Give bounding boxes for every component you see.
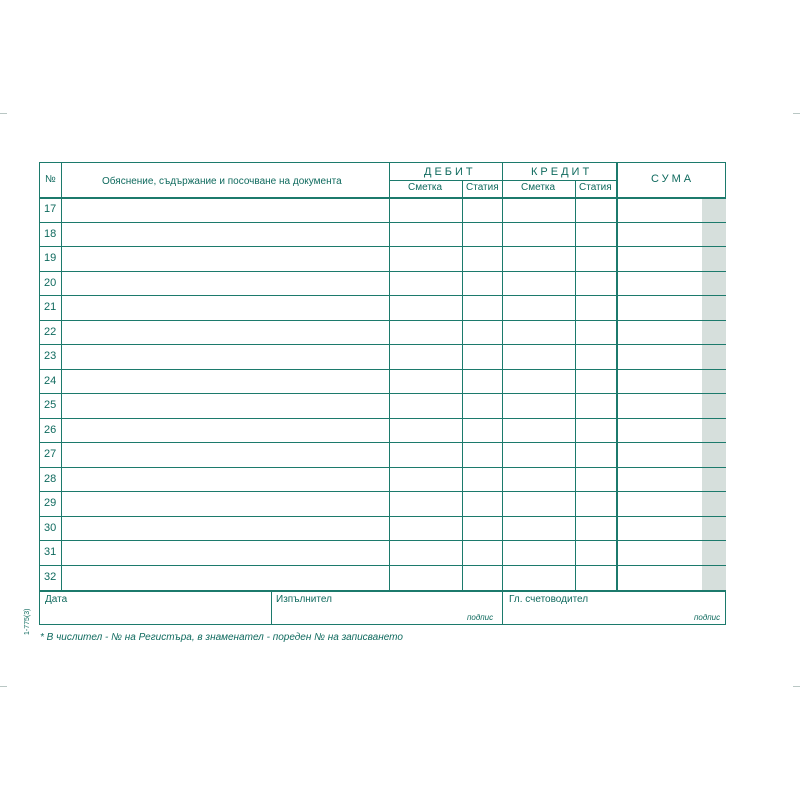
table-row [40,370,726,395]
header-sum: СУМА [651,173,695,185]
row-number: 27 [44,448,57,460]
footer-executor: Изпълнител [276,594,332,605]
table-row [40,492,726,517]
header-description: Обяснение, съдържание и посочване на документа [102,176,342,187]
journal-form [39,162,726,625]
footer-executor-signature: подпис [467,613,494,622]
row-number: 18 [44,227,57,240]
row-number: 23 [44,350,57,362]
table-row [40,394,726,419]
row-number: 22 [44,325,57,338]
row-number: 28 [44,472,57,485]
table-row [40,468,726,493]
table-row [40,443,726,468]
header-num: № [45,174,56,185]
table-row [40,517,726,542]
footer-chief-signature: подпис [694,613,721,622]
footer-chief-accountant: Гл. счетоводител [509,594,589,605]
header-credit: КРЕДИТ [531,166,593,178]
row-number: 32 [44,570,57,583]
crop-mark [793,113,800,114]
footnote: * В числител - № на Регистъра, в знаменател - пореден № на записването [40,632,403,643]
row-number: 19 [44,252,57,264]
header-debit-account: Сметка [408,182,443,193]
header-debit-article: Статия [466,182,499,193]
row-number: 20 [44,276,57,289]
table-row [40,566,726,591]
table-row [40,345,726,370]
table-row [40,541,726,566]
crop-mark [793,686,800,687]
header-debit: ДЕБИТ [424,166,476,178]
row-number: 25 [44,399,57,411]
footer-date: Дата [45,594,68,605]
row-number: 24 [44,374,57,387]
crop-mark [0,686,7,687]
table-row [40,198,726,223]
row-number: 29 [44,497,57,509]
header-credit-article: Статия [579,182,612,193]
footer-divider [271,590,272,625]
table-row [40,272,726,297]
row-number: 17 [44,203,57,215]
table-row [40,419,726,444]
table-row [40,223,726,248]
table-row [40,321,726,346]
row-number: 30 [44,521,57,534]
header-credit-account: Сметка [521,182,556,193]
row-number: 31 [44,546,57,558]
crop-mark [0,113,7,114]
footer-top [40,590,726,592]
row-number: 26 [44,423,57,436]
header-subline [389,180,616,181]
form-code: 1-775(3) [24,608,31,635]
table-row [40,247,726,272]
table-row [40,296,726,321]
row-number: 21 [44,301,57,313]
